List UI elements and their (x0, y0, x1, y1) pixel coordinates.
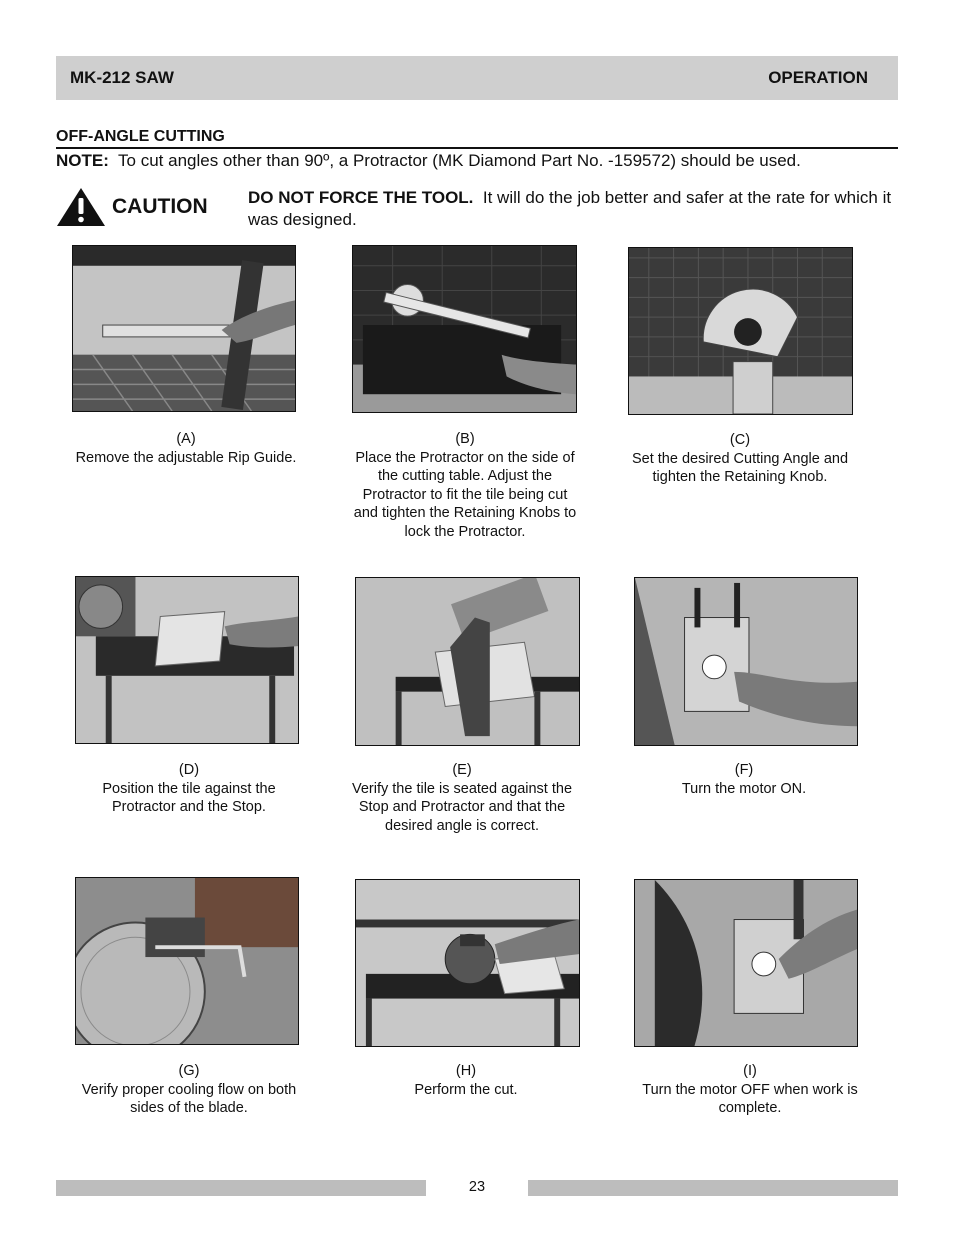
step-text: Position the tile against the Protractor and the Stop. (102, 780, 276, 815)
header-section: OPERATION (768, 68, 868, 87)
step-letter: (E) (452, 762, 472, 778)
header-model: MK-212 SAW (70, 68, 174, 87)
caption-e (337, 761, 587, 835)
step-letter: (D) (178, 762, 200, 778)
step-text: Verify proper cooling flow on both sides of the blade. (81, 1081, 297, 1116)
step-letter: (G) (178, 1063, 200, 1079)
section-title: OFF-ANGLE CUTTING (56, 127, 898, 149)
header-bar (56, 56, 898, 100)
step-letter: (I) (743, 1063, 757, 1079)
step-letter: (C) (729, 432, 751, 448)
step-text: Place the Protractor on the side of the cutting table. Adjust the Protractor to fit the tile being cut and tighten the Retaining Knobs to lock the Protractor. (353, 449, 577, 540)
photo-d (75, 576, 299, 744)
step-text: Verify the tile is seated against the Stop and Protractor and that the desired angle is correct. (351, 780, 573, 834)
photo-c (628, 247, 853, 415)
photo-h (355, 879, 580, 1047)
caption-a (61, 430, 311, 467)
note-label: NOTE: (56, 151, 109, 170)
caption-b (341, 430, 589, 541)
caution-bold: DO NOT FORCE THE TOOL. (248, 188, 474, 207)
caption-g (64, 1062, 314, 1118)
photo-e (355, 577, 580, 746)
caption-d (64, 761, 314, 817)
caption-i (625, 1062, 875, 1118)
step-letter: (A) (176, 431, 196, 447)
step-text: Turn the motor OFF when work is complete. (642, 1081, 858, 1116)
step-letter: (B) (455, 431, 475, 447)
step-letter: (H) (455, 1063, 477, 1079)
photo-g (75, 877, 299, 1045)
photo-f (634, 577, 858, 746)
caption-f (619, 761, 869, 798)
caption-c (615, 431, 865, 487)
footer-bar-left (56, 1180, 426, 1196)
caution-body: It will do the job better and safer at the rate for which it was designed. (248, 188, 892, 229)
photo-b (352, 245, 577, 413)
warning-triangle-icon (56, 187, 106, 227)
photo-i (634, 879, 858, 1047)
step-text: Perform the cut. (414, 1081, 518, 1098)
step-letter: (F) (734, 762, 754, 778)
caution-text (248, 187, 898, 231)
footer-bar-right (528, 1180, 898, 1196)
caution-label: CAUTION (112, 195, 208, 218)
step-text: Turn the motor ON. (681, 780, 807, 797)
note (56, 150, 916, 172)
note-text: To cut angles other than 90º, a Protractor (MK Diamond Part No. -159572) should be used. (118, 151, 801, 170)
step-text: Remove the adjustable Rip Guide. (75, 449, 297, 466)
page-number: 23 (468, 1179, 486, 1195)
caption-h (341, 1062, 591, 1099)
caution-badge (56, 186, 246, 228)
step-text: Set the desired Cutting Angle and tighten the Retaining Knob. (631, 450, 849, 485)
photo-a (72, 245, 296, 412)
